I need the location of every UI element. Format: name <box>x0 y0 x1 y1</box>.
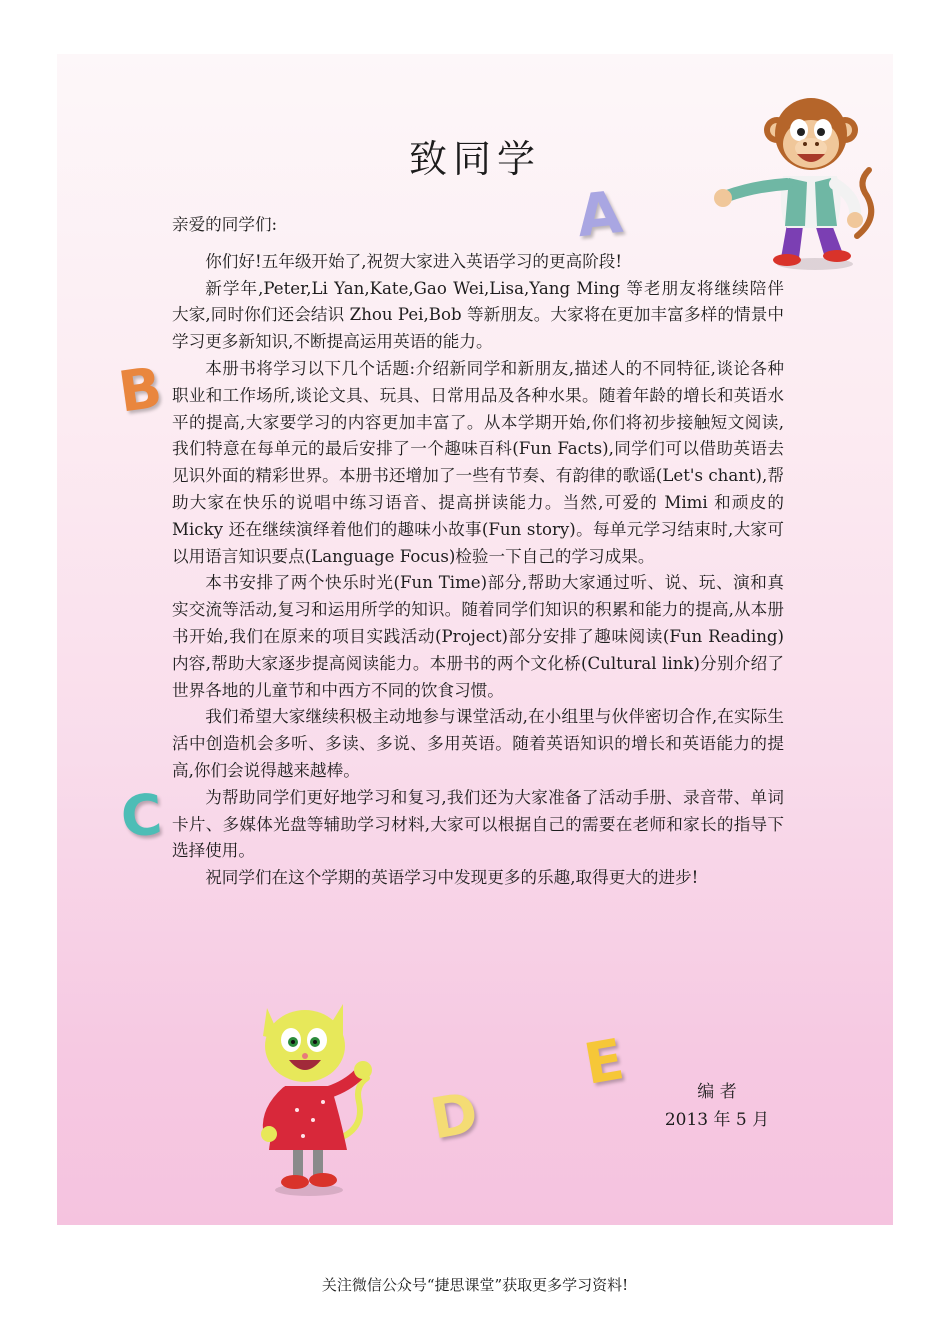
decor-letter-c: C <box>118 782 165 851</box>
decor-letter-e: E <box>579 1027 629 1098</box>
letter-body <box>172 212 784 892</box>
paragraph-5: 我们希望大家继续积极主动地参与课堂活动,在小组里与伙伴密切合作,在实际生活中创造机会多听、多读、多说、多用英语。随着英语知识的增长和英语能力的提高,你们会说得越来越棒。 <box>172 707 784 780</box>
paragraph-6: 为帮助同学们更好地学习和复习,我们还为大家准备了活动手册、录音带、单词卡片、多媒体光盘等辅助学习材料,大家可以根据自己的需要在老师和家长的指导下选择使用。 <box>172 787 784 861</box>
page-title: 致同学 <box>408 137 541 181</box>
paragraph-2: 新学年,Peter,Li Yan,Kate,Gao Wei,Lisa,Yang Ming 等老朋友将继续陪伴大家,同时你们还会结识 Zhou Pei,Bob 等新朋友。大家将在更加丰富多样的情景中学习更多新知识,不断提高运用英语的能力。 <box>172 278 784 352</box>
paragraph-7: 祝同学们在这个学期的英语学习中发现更多的乐趣,取得更大的进步! <box>205 868 699 888</box>
preface-page <box>57 54 893 1225</box>
decor-letter-d: D <box>425 1080 483 1153</box>
cat-mascot-illustration <box>247 990 377 1200</box>
greeting: 亲爱的同学们: <box>172 215 278 234</box>
paragraph-1: 你们好!五年级开始了,祝贺大家进入英语学习的更高阶段! <box>205 251 623 271</box>
decor-letter-a: A <box>573 177 626 251</box>
date: 2013 年 5 月 <box>664 1110 770 1130</box>
paragraph-4: 本书安排了两个快乐时光(Fun Time)部分,帮助大家通过听、说、玩、演和真实交流等活动,复习和运用所学的知识。随着同学们知识的积累和能力的提高,从本册书开始,我们在原来的项目实践活动(Project)部分安排了趣味阅读(Fun Reading)内容,帮助大家逐步提高阅读能力。本册书的两个文化桥(Cultural link)分别介绍了世界各地的儿童节和中西方不同的饮食习惯。 <box>172 573 784 700</box>
decor-letter-b: B <box>114 355 167 426</box>
signature: 编 者 <box>697 1082 737 1102</box>
footer-note: 关注微信公众号“捷思课堂”获取更多学习资料! <box>321 1276 629 1294</box>
paragraph-3: 本册书将学习以下几个话题:介绍新同学和新朋友,描述人的不同特征,谈论各种职业和工作场所,谈论文具、玩具、日常用品及各种水果。随着年龄的增长和英语水平的提高,大家要学习的内容更加丰富了。从本学期开始,你们将初步接触短文阅读,我们特意在每单元的最后安排了一个趣味百科(Fun Facts),同学们可以借助英语去见识外面的精彩世界。本册书还增加了一些有节奏、有韵律的歌谣(Let's chant),帮助大家在快乐的说唱中练习语音、提高拼读能力。当然,可爱的 Mimi 和顽皮的 Micky 还在继续演绎着他们的趣味小故事(Fun story)。每单元学习结束时,大家可以用语言知识要点(Language Focus)检验一下自己的学习成果。 <box>172 358 784 566</box>
signature-block <box>647 1078 787 1134</box>
